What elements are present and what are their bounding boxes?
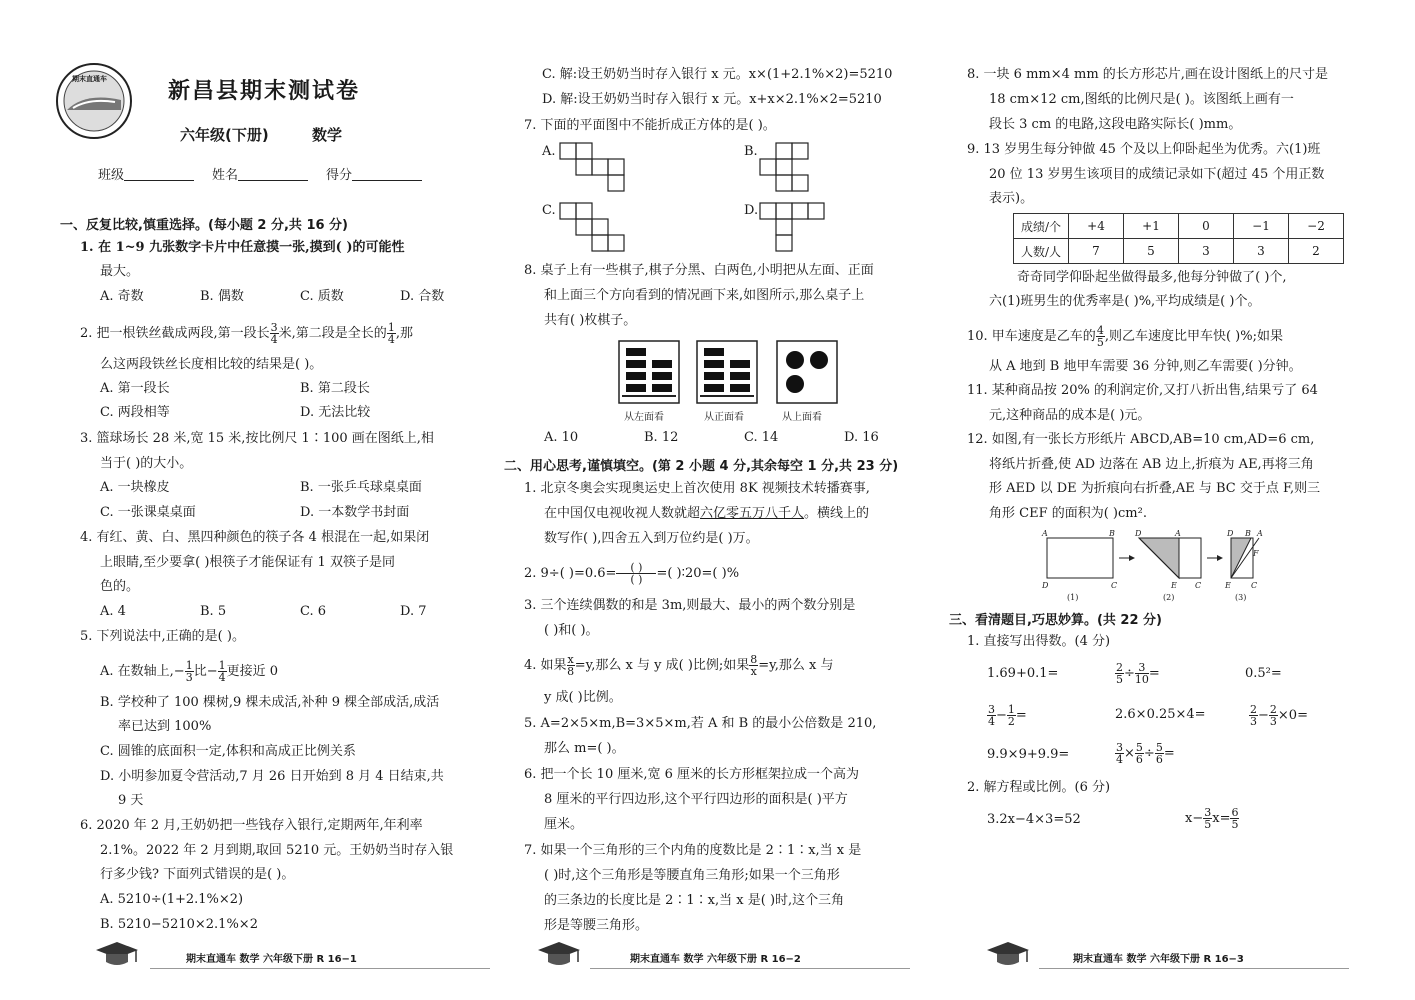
s2-q7-line3: 的三条边的长度比是 2∶1∶x,当 x 是( )时,这个三角 [544,893,845,908]
score-field[interactable] [326,164,422,183]
equation-2: x− $\frac{3}{5}$ x= $\frac{6}{5}$ [1185,806,1239,831]
q1-line2: 最大。 [100,264,140,279]
s2-q9-line3: 表示)。 [989,191,1034,206]
s2-q11-line2: 元,这种商品的成本是( )元。 [989,408,1151,423]
s2-q3-line1: 3. 三个连续偶数的和是 3m,则最大、最小的两个数分别是 [524,598,856,613]
graduation-cap-icon [983,940,1033,970]
fold-figures [1039,528,1289,602]
section2-heading: 二、用心思考,谨慎填空。(第 2 小题 4 分,其余每空 1 分,共 23 分) [504,459,899,474]
cube-net-c [560,203,650,263]
s2-q9-line5: 六(1)班男生的优秀率是( )%,平均成绩是( )个。 [989,294,1261,309]
graduation-cap-icon [92,940,142,970]
q8-option-c[interactable]: C. 14 [744,430,779,445]
table-cell: 0 [1179,214,1234,239]
svg-text:D: D [1227,529,1234,538]
q4-line1: 4. 有红、黄、白、黑四种颜色的筷子各 4 根混在一起,如果闭 [80,530,430,545]
pt-e: E [1225,581,1231,590]
s3-q1-title: 1. 直接写出得数。(4 分) [967,634,1111,649]
table-cell: +4 [1069,214,1124,239]
s2-q8-line3: 段长 3 cm 的电路,这段电路实际长( )mm。 [989,117,1242,132]
q8-line2: 和上面三个方向看到的情况画下来,如图所示,那么桌子上 [544,288,865,303]
q7-option-a-label[interactable]: A. [542,144,556,159]
caption-left-view: 从左面看 [624,412,664,423]
s2-q6-line2: 8 厘米的平行四边形,这个平行四边形的面积是( )平方 [544,792,848,807]
s2-q1-line3: 数写作( ),四舍五入到万位约是( )万。 [544,531,759,546]
q8-option-d[interactable]: D. 16 [844,430,879,445]
q8-option-b[interactable]: B. 12 [644,430,679,445]
q7-option-b-label[interactable]: B. [744,144,758,159]
q1-option-d[interactable]: D. 合数 [400,289,445,304]
s2-q5-line2: 那么 m=( )。 [544,741,625,756]
s2-q9-line1: 9. 13 岁男生每分钟做 45 个及以上仰卧起坐为优秀。六(1)班 [967,142,1321,157]
s2-q10-line2: 从 A 地到 B 地甲车需要 36 分钟,则乙车需要( )分钟。 [989,359,1302,374]
footer-page-1: 期末直通车 数学 六年级下册 R 16−1 [186,954,357,965]
calc-4: $\frac{3}{4}$ − $\frac{1}{2}$ = [988,703,1027,728]
page-column-3 [949,0,1365,1000]
s2-q6-line1: 6. 把一个长 10 厘米,宽 6 厘米的长方形框架拉成一个高为 [524,767,860,782]
q6-option-d[interactable]: D. 解:设王奶奶当时存入银行 x 元。x+x×2.1%×2=5210 [542,92,882,107]
q8-line1: 8. 桌子上有一些棋子,棋子分黑、白两色,小明把从左面、正面 [524,263,874,278]
pt-a: A [1042,529,1048,538]
page-title: 新昌县期末测试卷 [168,79,361,104]
equation-1: 3.2x−4×3=52 [987,812,1081,827]
s2-q6-line3: 厘米。 [544,817,584,832]
q7-option-d-label[interactable]: D. [744,203,759,218]
s2-q1-line1: 1. 北京冬奥会实现奥运史上首次使用 8K 视频技术转播赛事, [524,481,870,496]
q4-line3: 色的。 [100,579,140,594]
s2-q12-line2: 将纸片折叠,使 AD 边落在 AB 边上,折痕为 AE,再将三角 [989,457,1314,472]
caption-front-view: 从正面看 [704,412,744,423]
class-label: 班级 [98,168,125,183]
s2-q10-line1: 10. 甲车速度是乙车的 $\frac{4}{5}$ ,则乙车速度比甲车快( )%;如果 [967,324,1283,349]
pt-f: F [1253,549,1259,558]
q8-option-a[interactable]: A. 10 [544,430,579,445]
table-cell: 成绩/个 [1014,214,1069,239]
s2-q5-line1: 5. A=2×5×m,B=3×5×m,若 A 和 B 的最小公倍数是 210, [524,716,877,731]
calc-6: $\frac{2}{3}$ − $\frac{2}{3}$ ×0= [1250,703,1308,728]
s3-q2-title: 2. 解方程或比例。(6 分) [967,780,1111,795]
q2-option-d[interactable]: D. 无法比较 [300,405,371,420]
svg-text:D: D [1135,529,1142,538]
s2-q2-line: 2. 9÷( )=0.6= $\frac{( )}{( )}$ =( )∶20=( )% [524,561,740,586]
section3-heading: 三、看清题目,巧思妙算。(共 22 分) [949,613,1162,628]
q7-line1: 7. 下面的平面图中不能折成正方体的是( )。 [524,118,776,133]
score-table [1013,213,1344,264]
s2-q8-line2: 18 cm×12 cm,图纸的比例尺是( )。该图纸上画有一 [989,92,1294,107]
q3-option-a[interactable]: A. 一块橡皮 [100,480,170,495]
s2-q12-line1: 12. 如图,有一张长方形纸片 ABCD,AB=10 cm,AD=6 cm, [967,432,1315,447]
s2-q7-line1: 7. 如果一个三角形的三个内角的度数比是 2∶1∶x,当 x 是 [524,843,862,858]
q2-line1: 2. 把一根铁丝截成两段,第一段长 $\frac{3}{4}$ 米,第二段是全长的 $\frac{1}{4}$ ,那 [80,321,413,346]
footer-page-2: 期末直通车 数学 六年级下册 R 16−2 [630,954,801,965]
q1-option-a[interactable]: A. 奇数 [100,289,144,304]
q2-option-a[interactable]: A. 第一段长 [100,381,170,396]
q6-line3: 行多少钱? 下面列式错误的是( )。 [100,867,295,882]
svg-text:C: C [1251,581,1258,590]
cube-net-b [760,143,850,203]
q3-line1: 3. 篮球场长 28 米,宽 15 米,按比例尺 1∶100 画在图纸上,相 [80,431,434,446]
q2-option-b[interactable]: B. 第二段长 [300,381,370,396]
cube-net-a [560,143,650,203]
caption-top-view: 从上面看 [782,412,822,423]
q3-option-b[interactable]: B. 一张乒乓球桌桌面 [300,480,422,495]
table-cell: 7 [1069,239,1124,264]
calc-7: 9.9×9+9.9= [987,747,1070,762]
pt-c: C [1111,581,1118,590]
svg-text:C: C [1195,581,1202,590]
q1-option-b[interactable]: B. 偶数 [200,289,244,304]
table-cell: −2 [1289,214,1344,239]
name-field[interactable] [212,164,308,183]
subject-label: 数学 [312,126,343,144]
q2-option-c[interactable]: C. 两段相等 [100,405,170,420]
table-cell: 5 [1124,239,1179,264]
q5-option-d-cont: 9 天 [118,793,144,808]
view-top-figure [776,340,838,404]
pt-d: D [1042,581,1049,590]
q8-line3: 共有( )枚棋子。 [544,313,637,328]
q6-option-a[interactable]: A. 5210÷(1+2.1%×2) [100,892,244,907]
q4-option-b[interactable]: B. 5 [200,604,227,619]
q6-option-c[interactable]: C. 解:设王奶奶当时存入银行 x 元。x×(1+2.1%×2)=5210 [542,67,893,82]
table-cell: −1 [1234,214,1289,239]
fig-label-3: (3) [1235,593,1247,602]
s2-q9-line4: 奇奇同学仰卧起坐做得最多,他每分钟做了( )个, [1017,270,1287,285]
svg-text:B: B [1245,529,1251,538]
graduation-cap-icon [534,940,584,970]
q4-option-d[interactable]: D. 7 [400,604,427,619]
q1-line1: 1. 在 1~9 九张数字卡片中任意摸一张,摸到( )的可能性 [80,240,405,255]
class-field[interactable] [98,164,194,183]
svg-text:E: E [1171,581,1177,590]
table-row [1014,214,1344,239]
name-label: 姓名 [212,168,239,183]
page-column-1 [60,0,480,1000]
s2-q12-line4: 角形 CEF 的面积为( )cm². [989,506,1147,521]
q4-option-a[interactable]: A. 4 [100,604,126,619]
section1-heading: 一、反复比较,慎重选择。(每小题 2 分,共 16 分) [60,218,348,233]
s2-q1-line2: 在中国仅电视收视人数就超六亿零五万八千人。横线上的 [544,506,870,521]
s2-q4-line1: 4. 如果 $\frac{x}{8}$ =y,那么 x 与 y 成( )比例;如果 $\frac{8}{x}$ =y,那么 x 与 [524,653,834,678]
page-column-2 [504,0,920,1000]
fig-label-2: (2) [1163,593,1175,602]
fig-label-1: (1) [1067,593,1079,602]
view-left-figure [618,340,680,404]
logo-text: 期末直通车 [72,74,107,83]
calc-3: 0.5²= [1245,666,1282,681]
svg-text:A: A [1257,529,1263,538]
s2-q8-line1: 8. 一块 6 mm×4 mm 的长方形芯片,画在设计图纸上的尺寸是 [967,67,1328,82]
grade-label: 六年级(下册) [180,126,269,144]
q5-option-a[interactable]: A. 在数轴上,− $\frac{1}{3}$ 比− $\frac{1}{4}$ 更接近 0 [100,659,278,684]
calc-5: 2.6×0.25×4= [1115,707,1206,722]
table-cell: +1 [1124,214,1179,239]
cube-net-d [760,203,850,263]
q5-option-b-cont: 率已达到 100% [118,719,212,734]
q5-option-b[interactable]: B. 学校种了 100 棵树,9 棵未成活,补种 9 棵全部成活,成活 [100,695,440,710]
q3-line2: 当于( )的大小。 [100,456,193,471]
s2-q11-line1: 11. 某种商品按 20% 的利润定价,又打八折出售,结果亏了 64 [967,383,1318,398]
q5-option-d[interactable]: D. 小明参加夏令营活动,7 月 26 日开始到 8 月 4 日结束,共 [100,769,444,784]
table-cell: 2 [1289,239,1344,264]
svg-text:A: A [1175,529,1181,538]
calc-2: $\frac{2}{5}$ ÷ $\frac{3}{10}$ = [1116,661,1160,686]
q6-line1: 6. 2020 年 2 月,王奶奶把一些钱存入银行,定期两年,年利率 [80,818,423,833]
score-label: 得分 [326,168,353,183]
q3-option-d[interactable]: D. 一本数学书封面 [300,505,410,520]
q4-option-c[interactable]: C. 6 [300,604,327,619]
calc-8: $\frac{3}{4}$ × $\frac{5}{6}$ ÷ $\frac{5}{6}$ = [1116,741,1175,766]
table-cell: 人数/人 [1014,239,1069,264]
table-cell: 3 [1234,239,1289,264]
s2-q7-line2: ( )时,这个三角形是等腰直角三角形;如果一个三角形 [544,868,840,883]
q3-option-c[interactable]: C. 一张课桌桌面 [100,505,196,520]
q5-option-c[interactable]: C. 圆锥的底面积一定,体积和高成正比例关系 [100,744,356,759]
s2-q12-line3: 形 AED 以 DE 为折痕向右折叠,AE 与 BC 交于点 F,则三 [989,481,1321,496]
calc-1: 1.69+0.1= [987,666,1059,681]
q1-option-c[interactable]: C. 质数 [300,289,344,304]
pt-b: B [1109,529,1115,538]
q6-line2: 2.1%。2022 年 2 月到期,取回 5210 元。王奶奶当时存入银 [100,843,454,858]
s2-q9-line2: 20 位 13 岁男生该项目的成绩记录如下(超过 45 个用正数 [989,167,1325,182]
q7-option-c-label[interactable]: C. [542,203,556,218]
footer-page-3: 期末直通车 数学 六年级下册 R 16−3 [1073,954,1244,965]
view-front-figure [696,340,758,404]
q4-line2: 上眼睛,至少要拿( )根筷子才能保证有 1 双筷子是同 [100,555,395,570]
table-cell: 3 [1179,239,1234,264]
q6-option-b[interactable]: B. 5210−5210×2.1%×2 [100,917,258,932]
s2-q4-line2: y 成( )比例。 [544,690,622,705]
table-row [1014,239,1344,264]
q2-line2: 么这两段铁丝长度相比较的结果是( )。 [100,357,323,372]
s2-q7-line4: 形是等腰三角形。 [544,918,649,933]
s2-q3-line2: ( )和( )。 [544,623,599,638]
q5-line1: 5. 下列说法中,正确的是( )。 [80,629,245,644]
